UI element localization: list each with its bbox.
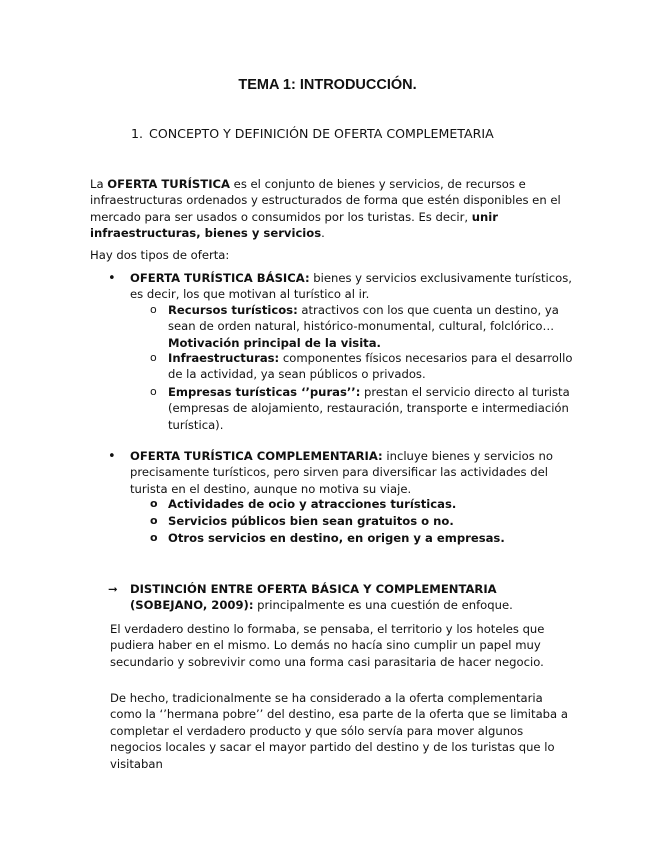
intro-paragraph	[90, 176, 572, 242]
basic-subitem-empresas	[168, 384, 573, 433]
subitem-text: prestan el servicio directo al turista (empresas de alojamiento, restauración, transporte e intermediación turística).	[168, 385, 570, 432]
basic-offer-text: bienes y servicios exclusivamente turísticos, es decir, los que motivan al turístico al ir.	[130, 271, 572, 302]
intro-bold-summary: unir infraestructuras, bienes y servicios	[90, 209, 498, 241]
subitem-text: componentes físicos necesarios para el desarrollo de la actividad, ya sean públicos o privados.	[168, 351, 573, 382]
section-heading-text: CONCEPTO Y DEFINICIÓN DE OFERTA COMPLEMETARIA	[149, 126, 494, 141]
complementary-offer-item	[130, 448, 573, 497]
intro-text-1: La	[90, 177, 108, 191]
subitem-label: Recursos turísticos:	[168, 303, 298, 317]
page-title: TEMA 1: INTRODUCCIÓN.	[238, 77, 417, 93]
circle-bullet-icon: o	[150, 303, 157, 316]
basic-subitem-infraestructuras	[168, 350, 573, 383]
complementary-subitem: Servicios públicos bien sean gratuitos o no.	[168, 514, 454, 528]
complementary-subitem: Otros servicios en destino, en origen y a empresas.	[168, 531, 505, 545]
subitem-label: Empresas turísticas ‘’puras’’:	[168, 385, 361, 399]
complementary-offer-text: incluye bienes y servicios no precisamente turísticos, pero sirven para diversificar las actividades del turista en el destino, aunque no motiva su viaje.	[130, 449, 553, 496]
complementary-offer-label: OFERTA TURÍSTICA COMPLEMENTARIA:	[130, 449, 383, 463]
section-number: 1.	[131, 126, 144, 141]
bullet-icon	[108, 270, 114, 287]
body-paragraph-1: El verdadero destino lo formaba, se pensaba, el territorio y los hoteles que pudiera haber en el mismo. Lo demás no hacía sino cumplir un papel muy secundario y sobrevivir como una forma casi parasitaria de hacer negocio.	[110, 622, 545, 669]
bullet-icon	[108, 448, 114, 465]
distinction-label: DISTINCIÓN ENTRE OFERTA BÁSICA Y COMPLEMENTARIA (SOBEJANO, 2009):	[130, 582, 497, 613]
subitem-label: Infraestructuras:	[168, 351, 280, 365]
circle-bullet-icon: o	[150, 514, 158, 527]
circle-bullet-icon: o	[150, 351, 157, 364]
circle-bullet-icon: o	[150, 531, 158, 544]
types-intro: Hay dos tipos de oferta:	[90, 248, 230, 262]
section-heading	[131, 125, 494, 142]
circle-bullet-icon: o	[150, 497, 158, 510]
distinction-text: principalmente es una cuestión de enfoque.	[253, 598, 513, 613]
arrow-right-icon: ➞	[108, 582, 118, 596]
circle-bullet-icon: o	[150, 385, 157, 398]
subitem-text: atractivos con los que cuenta un destino, ya sean de orden natural, histórico-monumental, cultural, folclórico…	[168, 303, 559, 334]
basic-offer-label: OFERTA TURÍSTICA BÁSICA:	[130, 271, 310, 285]
distinction-heading	[130, 581, 573, 614]
subitem-strong: Motivación principal de la visita.	[168, 335, 381, 350]
basic-subitem-recursos	[168, 302, 573, 351]
basic-offer-item	[130, 270, 573, 303]
intro-text-2: es el conjunto de bienes y servicios, de recursos e infraestructuras ordenados y estructurados de forma que estén disponibles en el mercado para ser usados o consumidos por los turistas. Es decir,	[90, 177, 561, 224]
complementary-subitem: Actividades de ocio y atracciones turísticas.	[168, 497, 457, 511]
intro-bold-term: OFERTA TURÍSTICA	[107, 177, 230, 191]
body-paragraph-2: De hecho, tradicionalmente se ha considerado a la oferta complementaria como la ‘’hermana pobre’’ del destino, esa parte de la oferta que se limitaba a completar el verdadero producto y que sólo servía para mover algunos negocios locales y sacar el mayor partido del destino y de los turistas que lo visitaban	[110, 691, 568, 771]
intro-text-3: .	[321, 226, 325, 241]
